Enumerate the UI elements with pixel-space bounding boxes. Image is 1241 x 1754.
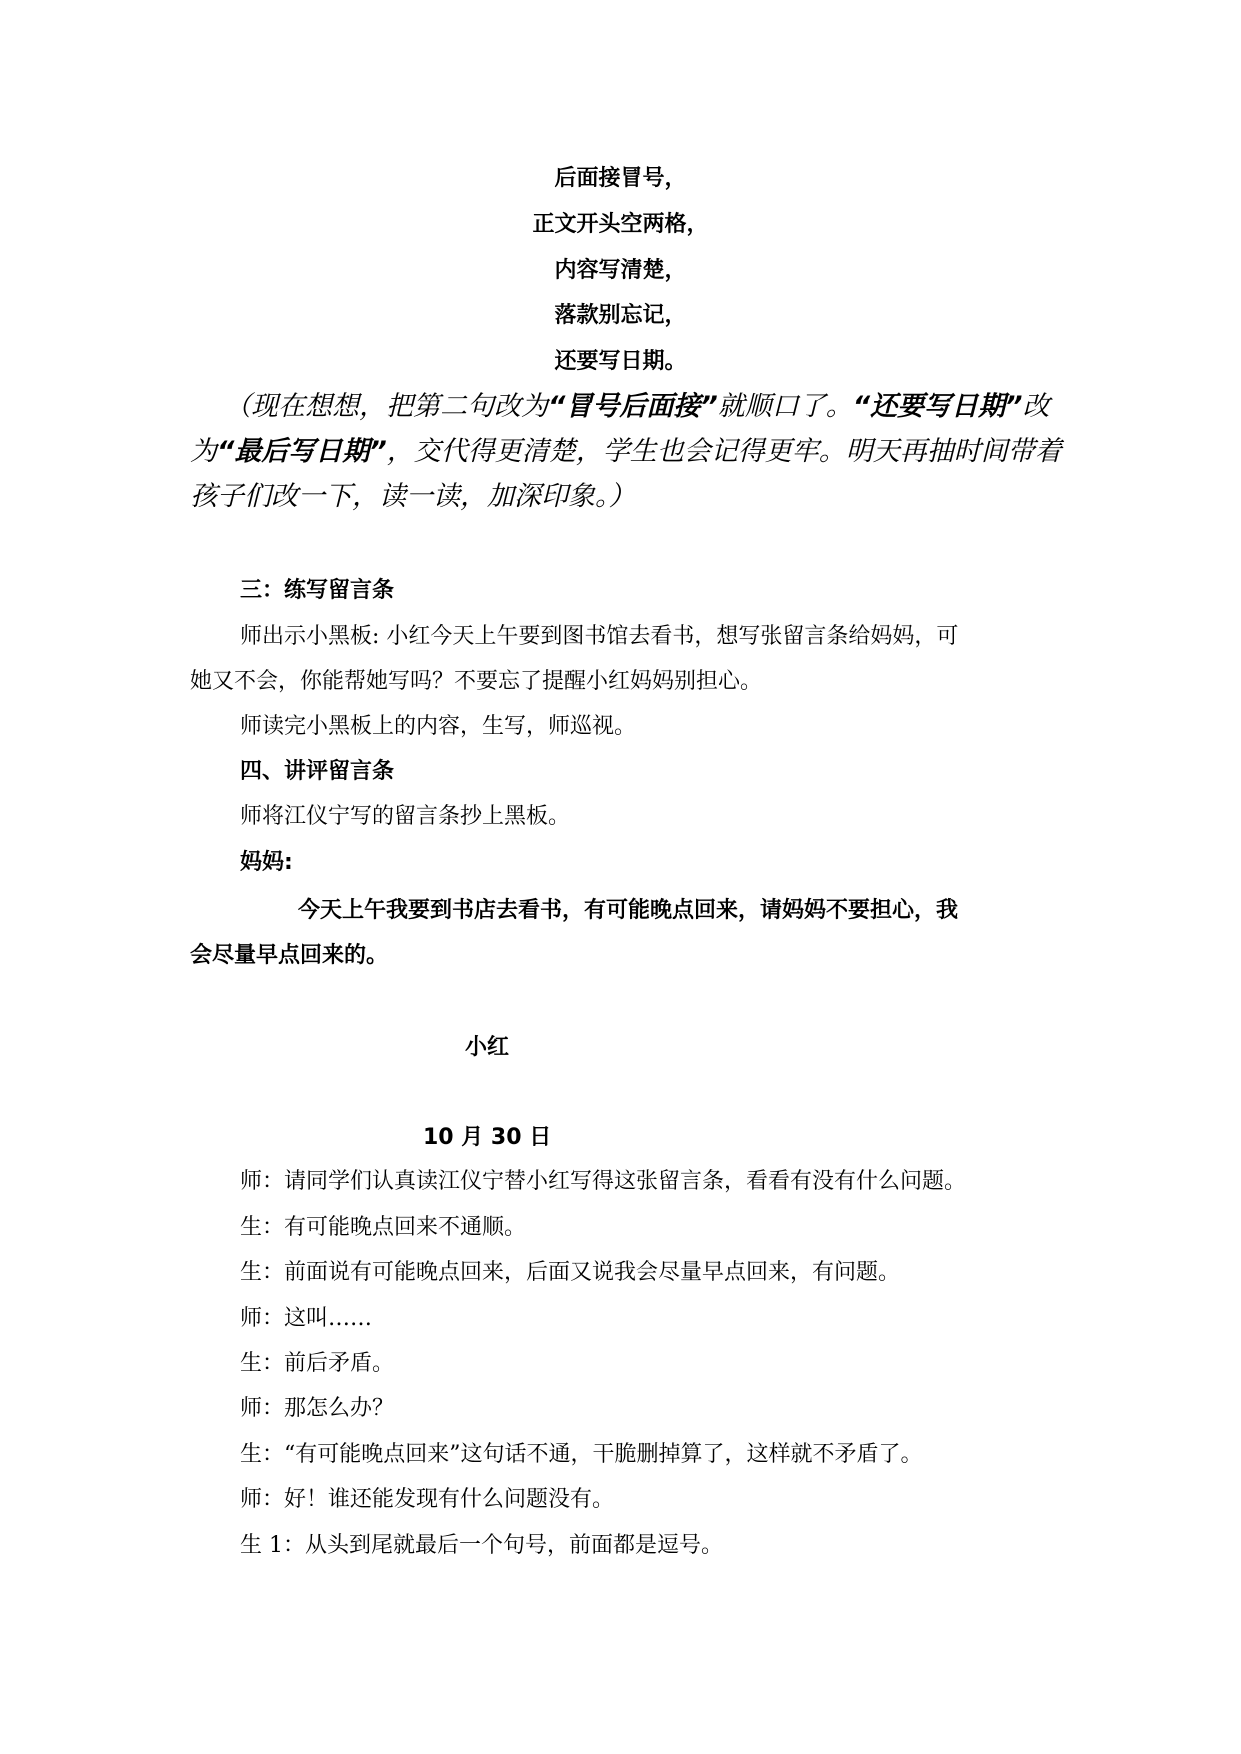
note-body-line-2: 会尽量早点回来的。 bbox=[190, 943, 389, 968]
dialogue-line: 师：这叫…… bbox=[240, 1306, 373, 1331]
note-text-4: ，交代得更清楚，学生也会记得更牢。明天再抽时间带着孩子们改一下，读一读，加深印象。） bbox=[190, 436, 1062, 512]
note-text-2: 就顺口了。 bbox=[717, 391, 853, 422]
section-3-paragraph-line-2: 她又不会，你能帮她写吗？不要忘了提醒小红妈妈别担心。 bbox=[190, 669, 763, 694]
section-3-paragraph-2: 师读完小黑板上的内容，生写，师巡视。 bbox=[240, 714, 637, 739]
verse-line-4: 落款别忘记， bbox=[554, 303, 687, 328]
verse-line-3: 内容写清楚， bbox=[554, 258, 687, 283]
reflection-note bbox=[190, 384, 1070, 519]
note-quote-2: “还要写日期” bbox=[852, 391, 1023, 422]
dialogue-line: 生：前后矛盾。 bbox=[240, 1351, 395, 1376]
section-3-paragraph-line-1: 师出示小黑板: 小红今天上午要到图书馆去看书，想写张留言条给妈妈，可 bbox=[240, 624, 959, 649]
note-body-line-1: 今天上午我要到书店去看书，有可能晚点回来，请妈妈不要担心，我 bbox=[298, 898, 959, 923]
note-quote-1: “冒号后面接” bbox=[548, 391, 718, 422]
dialogue-line: 师：那怎么办？ bbox=[240, 1396, 395, 1421]
note-text-1: （现在想想，把第二句改为 bbox=[224, 391, 548, 422]
note-text-3: 改为 bbox=[190, 391, 1050, 467]
dialogue-line: 生 1：从头到尾就最后一个句号，前面都是逗号。 bbox=[240, 1533, 723, 1558]
dialogue-line: 生：有可能晚点回来不通顺。 bbox=[240, 1215, 527, 1240]
verse-line-2: 正文开头空两格， bbox=[532, 212, 709, 237]
note-date: 10 月 30 日 bbox=[423, 1125, 552, 1150]
section-3-heading: 三：练写留言条 bbox=[240, 578, 395, 603]
note-salutation: 妈妈: bbox=[240, 850, 293, 875]
note-quote-3: “最后写日期” bbox=[217, 436, 387, 467]
dialogue-line: 生：前面说有可能晚点回来，后面又说我会尽量早点回来，有问题。 bbox=[240, 1260, 901, 1285]
dialogue-line: 师：好！谁还能发现有什么问题没有。 bbox=[240, 1487, 615, 1512]
dialogue-line: 师：请同学们认真读江仪宁替小红写得这张留言条，看看有没有什么问题。 bbox=[240, 1169, 967, 1194]
section-4-heading: 四、讲评留言条 bbox=[240, 759, 395, 784]
dialogue-line: 生：“有可能晚点回来”这句话不通，干脆删掉算了，这样就不矛盾了。 bbox=[240, 1442, 923, 1467]
verse-line-5: 还要写日期。 bbox=[554, 349, 687, 374]
note-signature: 小红 bbox=[465, 1035, 510, 1060]
section-4-paragraph: 师将江仪宁写的留言条抄上黑板。 bbox=[240, 804, 571, 829]
verse-line-1: 后面接冒号， bbox=[554, 166, 687, 191]
